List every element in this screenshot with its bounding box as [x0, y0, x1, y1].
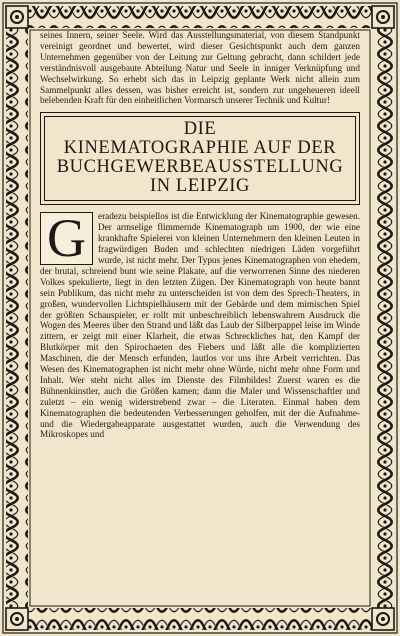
article-body — [40, 208, 360, 440]
article-title — [44, 116, 356, 201]
title-line-3: BUCHGEWERBEAUSSTELLUNG — [56, 157, 344, 178]
title-line-1: DIE — [183, 119, 217, 140]
title-line-4: IN LEIPZIG — [149, 176, 251, 197]
body-paragraph: eradezu beispiellos ist die Entwicklung der Kinematographie gewesen. Der armselige flimmernde Kinematograph um 1900, der wie eine krankhafte Spielerei von kleinen Unternehmern den kleinen Leuten in fragwürdigen Buden und schlechten niedrigen Läden vorgeführt wurde, ist nicht mehr. Der Typus jenes Kinematographen von ehedem, der brutal, schreiend bunt wie seine Plakate, auf die verworrenen Sinne des niederen Volkes spekulierte, liegt in den letzten Zügen. Der Kinematograph von heute bannt sein Publikum, das nicht mehr zu unterscheiden ist von dem des Sprech-Theaters, in großen, wundervollen Lichtspielhäusern mit der Gebärde und dem mimischen Spiel der größten Schauspieler, er rollt mit unbeschreiblich lebenswahrem Ausdruck die Wogen des Meeres über den Strand und läßt das Laub der Silberpappel leise im Winde zittern, er zeigt mit einer Klarheit, die etwas Schreckliches hat, den Kampf der Blutkörper mit den Spirochaeten des Fiebers und läßt alle die komplizierten Maschinen, die der Mensch erfunden, lautlos vor uns ihre Arbeit verrichten. Das Wesen des Kinematographen ist nicht mehr ohne Würde, nicht mehr ohne Form und Inhalt. Wer steht nicht alles im Dienste des Filmbildes! Zuerst waren es die Bühnenkünstler, auch die Größen kamen; dann die Maler und Wissenschaftler und zuletzt – ein wenig widerstrebend zwar – die Literaten. Einmal haben dem Kinematographen die bedeutenden Verbesserungen geholfen, mit der die Aufnahme- und die Wiedergabeapparate ausgestattet wurden, auch die Verwendung des Mikroskopes und — [40, 211, 360, 440]
text-column — [40, 30, 360, 606]
title-line-2: KINEMATOGRAPHIE AUF DER — [63, 138, 337, 159]
article-title-box — [40, 112, 360, 205]
drop-cap: G — [40, 212, 93, 265]
intro-paragraph: seines Innern, seiner Seele. Wird das Ausstellungsmaterial, von diesem Standpunkt vereinigt geordnet und bewertet, wird dieser Gesichtspunkt auch dem ganzen Unternehmen gegenüber von der Leitung zur Geltung gebracht, dann schildert jede verständnisvoll ausgebaute Abteilung Natur und Seele in inniger Verknüpfung und Wechselwirkung. So erhebt sich das in Leipzig geplante Werk nicht allein zum Sammelpunkt alles dessen, was bisher erreicht ist, sondern zur ungeheueren ideell belebenden Kraft für den einheitlichen Vormarsch unserer Technik und Kultur! — [40, 30, 360, 106]
